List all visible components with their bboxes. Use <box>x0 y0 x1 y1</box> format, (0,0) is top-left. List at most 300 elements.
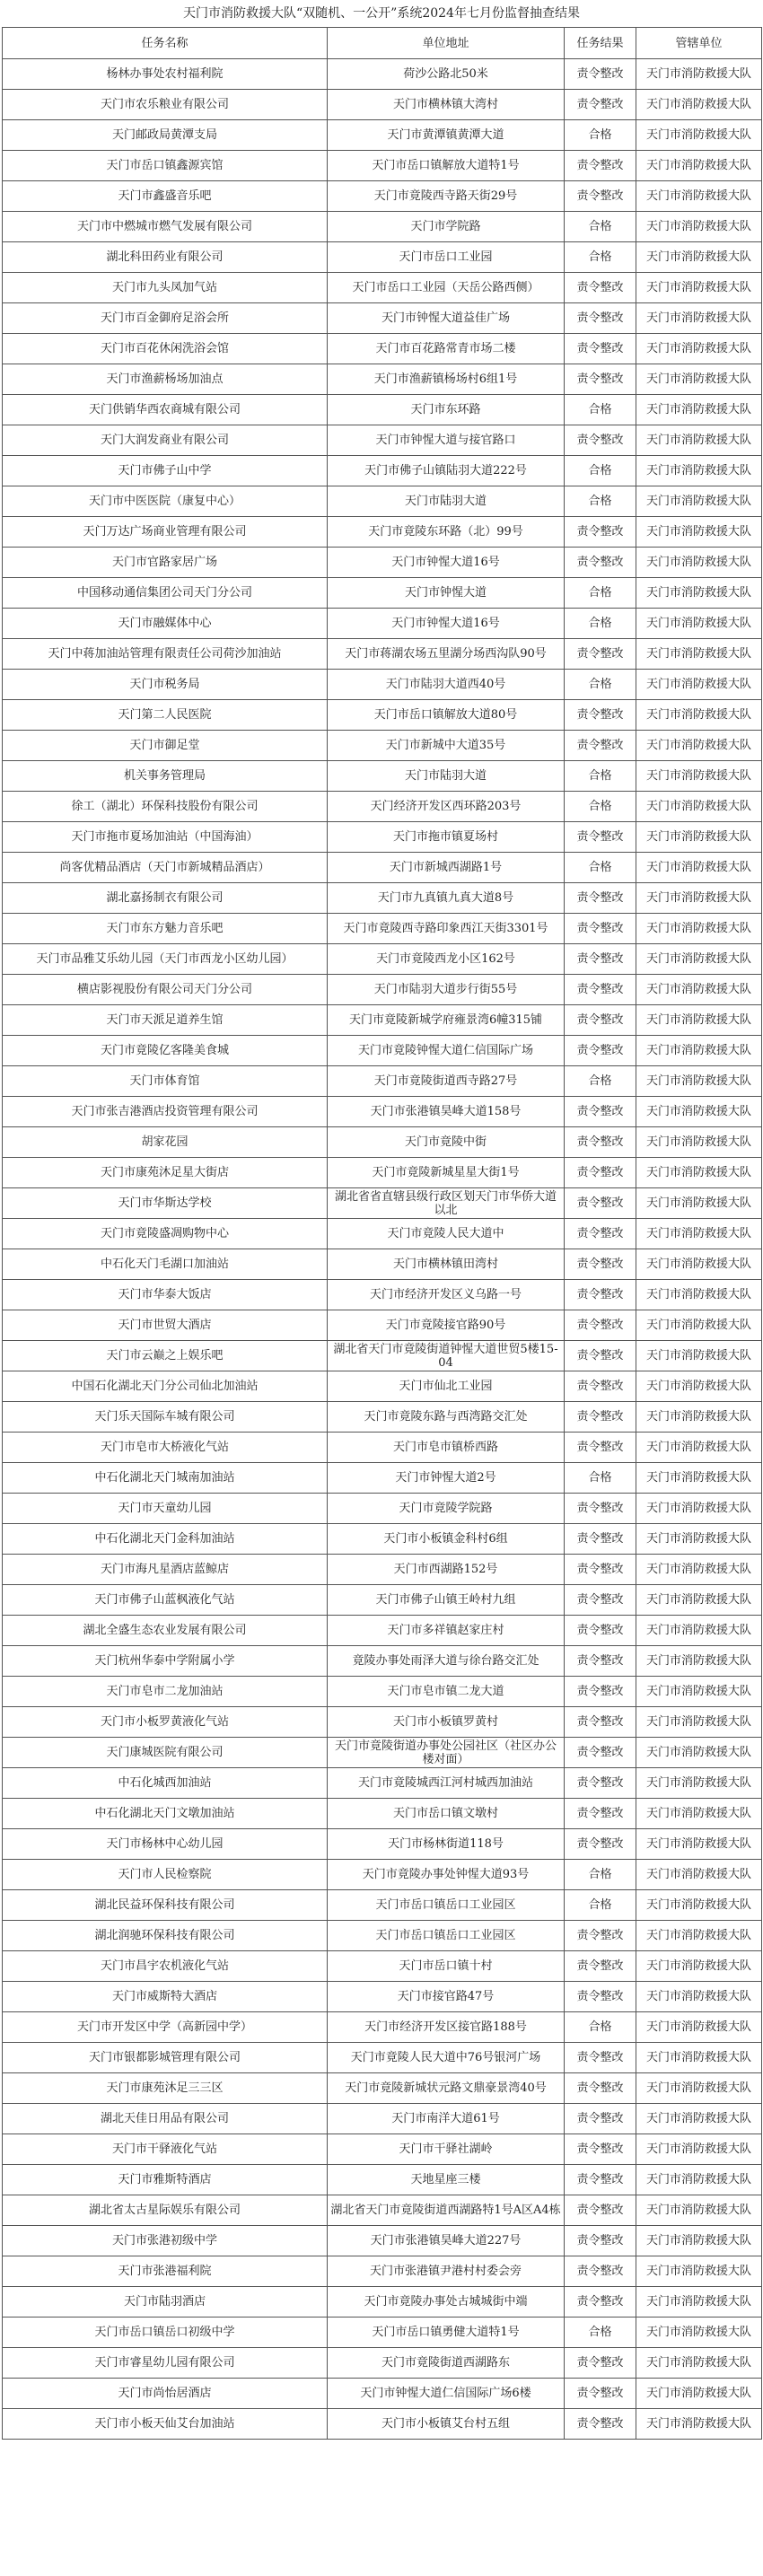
table-row <box>3 1066 762 1097</box>
address-cell: 天门市岳口镇解放大道80号 <box>328 700 565 731</box>
result-cell: 责令整改 <box>565 2043 636 2073</box>
table-row <box>3 273 762 303</box>
address-cell: 天地星座三楼 <box>328 2165 565 2195</box>
jurisdiction-cell: 天门市消防救援大队 <box>636 609 762 639</box>
result-cell: 责令整改 <box>565 1585 636 1616</box>
jurisdiction-cell: 天门市消防救援大队 <box>636 212 762 242</box>
table-row <box>3 2165 762 2195</box>
task-name-cell: 天门中蒋加油站管理有限责任公司荷沙加油站 <box>3 639 328 670</box>
result-cell: 责令整改 <box>565 1005 636 1036</box>
address-cell: 天门市小板镇金科村6组 <box>328 1524 565 1555</box>
table-row <box>3 853 762 883</box>
jurisdiction-cell: 天门市消防救援大队 <box>636 1707 762 1738</box>
table-row <box>3 1768 762 1799</box>
task-name-cell: 湖北民益环保科技有限公司 <box>3 1890 328 1921</box>
header-result: 任务结果 <box>565 28 636 59</box>
result-cell: 责令整改 <box>565 1982 636 2012</box>
result-cell: 责令整改 <box>565 944 636 975</box>
table-row <box>3 1219 762 1249</box>
jurisdiction-cell: 天门市消防救援大队 <box>636 273 762 303</box>
result-cell: 责令整改 <box>565 364 636 395</box>
address-cell: 天门市竟陵钟惺大道仁信国际广场 <box>328 1036 565 1066</box>
result-cell: 合格 <box>565 792 636 822</box>
address-cell: 天门市拖市镇夏场村 <box>328 822 565 853</box>
address-cell: 湖北省天门市竟陵街道西湖路特1号A区A4栋 <box>328 2195 565 2226</box>
result-cell: 责令整改 <box>565 731 636 761</box>
task-name-cell: 天门市岳口镇岳口初级中学 <box>3 2318 328 2348</box>
task-name-cell: 天门市开发区中学（高新园中学） <box>3 2012 328 2043</box>
result-cell: 责令整改 <box>565 2134 636 2165</box>
jurisdiction-cell: 天门市消防救援大队 <box>636 2226 762 2256</box>
table-row <box>3 1402 762 1433</box>
result-cell: 责令整改 <box>565 1768 636 1799</box>
task-name-cell: 天门市体育馆 <box>3 1066 328 1097</box>
result-cell: 责令整改 <box>565 2379 636 2409</box>
jurisdiction-cell: 天门市消防救援大队 <box>636 1188 762 1219</box>
table-row <box>3 425 762 456</box>
task-name-cell: 天门市小板天仙艾台加油站 <box>3 2409 328 2440</box>
result-cell: 责令整改 <box>565 2226 636 2256</box>
task-name-cell: 天门市天童幼儿园 <box>3 1494 328 1524</box>
table-row <box>3 578 762 609</box>
jurisdiction-cell: 天门市消防救援大队 <box>636 883 762 914</box>
task-name-cell: 天门市尚怡居酒店 <box>3 2379 328 2409</box>
task-name-cell: 天门邮政局黄潭支局 <box>3 120 328 151</box>
table-row <box>3 2226 762 2256</box>
result-cell: 责令整改 <box>565 1158 636 1188</box>
address-cell: 天门市竟陵接官路90号 <box>328 1310 565 1341</box>
task-name-cell: 湖北科田药业有限公司 <box>3 242 328 273</box>
result-cell: 合格 <box>565 1463 636 1494</box>
address-cell: 天门市竟陵街道办事处公园社区（社区办公楼对面） <box>328 1738 565 1768</box>
task-name-cell: 天门乐天国际车城有限公司 <box>3 1402 328 1433</box>
result-cell: 责令整改 <box>565 59 636 90</box>
jurisdiction-cell: 天门市消防救援大队 <box>636 1890 762 1921</box>
table-row <box>3 1036 762 1066</box>
task-name-cell: 天门市官路家居广场 <box>3 548 328 578</box>
jurisdiction-cell: 天门市消防救援大队 <box>636 425 762 456</box>
task-name-cell: 天门市云巅之上娱乐吧 <box>3 1341 328 1371</box>
result-cell: 合格 <box>565 456 636 486</box>
jurisdiction-cell: 天门市消防救援大队 <box>636 761 762 792</box>
result-cell: 责令整改 <box>565 1616 636 1646</box>
task-name-cell: 中石化天门毛湖口加油站 <box>3 1249 328 1280</box>
address-cell: 天门市蒋湖农场五里湖分场西沟队90号 <box>328 639 565 670</box>
table-row <box>3 761 762 792</box>
task-name-cell: 横店影视股份有限公司天门分公司 <box>3 975 328 1005</box>
address-cell: 天门市竟陵新城星星大街1号 <box>328 1158 565 1188</box>
jurisdiction-cell: 天门市消防救援大队 <box>636 1585 762 1616</box>
jurisdiction-cell: 天门市消防救援大队 <box>636 2287 762 2318</box>
result-cell: 责令整改 <box>565 548 636 578</box>
jurisdiction-cell: 天门市消防救援大队 <box>636 731 762 761</box>
table-row <box>3 883 762 914</box>
table-body <box>3 59 762 2440</box>
table-row <box>3 1433 762 1463</box>
jurisdiction-cell: 天门市消防救援大队 <box>636 486 762 517</box>
jurisdiction-cell: 天门市消防救援大队 <box>636 1005 762 1036</box>
table-row <box>3 914 762 944</box>
address-cell: 天门市小板镇罗黄村 <box>328 1707 565 1738</box>
result-cell: 合格 <box>565 2012 636 2043</box>
result-cell: 责令整改 <box>565 822 636 853</box>
jurisdiction-cell: 天门市消防救援大队 <box>636 2134 762 2165</box>
table-row <box>3 792 762 822</box>
table-row <box>3 975 762 1005</box>
table-row <box>3 548 762 578</box>
result-cell: 责令整改 <box>565 1188 636 1219</box>
address-cell: 天门市钟惺大道16号 <box>328 548 565 578</box>
result-cell: 责令整改 <box>565 2348 636 2379</box>
jurisdiction-cell: 天门市消防救援大队 <box>636 2348 762 2379</box>
task-name-cell: 中国移动通信集团公司天门分公司 <box>3 578 328 609</box>
result-cell: 合格 <box>565 1860 636 1890</box>
task-name-cell: 天门市雅斯特酒店 <box>3 2165 328 2195</box>
result-cell: 责令整改 <box>565 2104 636 2134</box>
task-name-cell: 天门市九头凤加气站 <box>3 273 328 303</box>
result-cell: 合格 <box>565 761 636 792</box>
result-cell: 合格 <box>565 120 636 151</box>
jurisdiction-cell: 天门市消防救援大队 <box>636 700 762 731</box>
jurisdiction-cell: 天门市消防救援大队 <box>636 1738 762 1768</box>
address-cell: 天门市西湖路152号 <box>328 1555 565 1585</box>
jurisdiction-cell: 天门市消防救援大队 <box>636 578 762 609</box>
task-name-cell: 尚客优精品酒店（天门市新城精品酒店） <box>3 853 328 883</box>
document-title: 天门市消防救援大队“双随机、一公开”系统2024年七月份监督抽查结果 <box>183 6 580 21</box>
task-name-cell: 天门市渔薪杨场加油点 <box>3 364 328 395</box>
task-name-cell: 天门市人民检察院 <box>3 1860 328 1890</box>
table-row <box>3 1677 762 1707</box>
table-row <box>3 517 762 548</box>
address-cell: 天门市竟陵办事处古城城街中端 <box>328 2287 565 2318</box>
task-name-cell: 天门市威斯特大酒店 <box>3 1982 328 2012</box>
table-row <box>3 1616 762 1646</box>
result-cell: 合格 <box>565 609 636 639</box>
jurisdiction-cell: 天门市消防救援大队 <box>636 1280 762 1310</box>
address-cell: 湖北省省直辖县级行政区划天门市华侨大道以北 <box>328 1188 565 1219</box>
result-cell: 责令整改 <box>565 1524 636 1555</box>
table-row <box>3 1310 762 1341</box>
address-cell: 天门市陆羽大道步行街55号 <box>328 975 565 1005</box>
task-name-cell: 天门市海凡星酒店蓝鲸店 <box>3 1555 328 1585</box>
table-row <box>3 2318 762 2348</box>
table-row <box>3 609 762 639</box>
result-cell: 合格 <box>565 486 636 517</box>
jurisdiction-cell: 天门市消防救援大队 <box>636 792 762 822</box>
task-name-cell: 天门市融媒体中心 <box>3 609 328 639</box>
table-row <box>3 364 762 395</box>
task-name-cell: 天门杭州华泰中学附属小学 <box>3 1646 328 1677</box>
address-cell: 天门市东环路 <box>328 395 565 425</box>
jurisdiction-cell: 天门市消防救援大队 <box>636 1677 762 1707</box>
table-row <box>3 456 762 486</box>
jurisdiction-cell: 天门市消防救援大队 <box>636 2165 762 2195</box>
table-row <box>3 1829 762 1860</box>
task-name-cell: 天门市康苑沐足三三区 <box>3 2073 328 2104</box>
address-cell: 天门市岳口镇岳口工业园区 <box>328 1890 565 1921</box>
table-row <box>3 1982 762 2012</box>
task-name-cell: 机关事务管理局 <box>3 761 328 792</box>
address-cell: 湖北省天门市竟陵街道钟惺大道世贸5楼15-04 <box>328 1341 565 1371</box>
address-cell: 天门市新城中大道35号 <box>328 731 565 761</box>
jurisdiction-cell: 天门市消防救援大队 <box>636 1249 762 1280</box>
jurisdiction-cell: 天门市消防救援大队 <box>636 120 762 151</box>
address-cell: 天门市干驿社湖岭 <box>328 2134 565 2165</box>
table-row <box>3 2012 762 2043</box>
task-name-cell: 天门大润发商业有限公司 <box>3 425 328 456</box>
result-cell: 责令整改 <box>565 1280 636 1310</box>
task-name-cell: 天门市张港福利院 <box>3 2256 328 2287</box>
jurisdiction-cell: 天门市消防救援大队 <box>636 2073 762 2104</box>
result-cell: 责令整改 <box>565 1249 636 1280</box>
address-cell: 天门市杨林街道118号 <box>328 1829 565 1860</box>
result-cell: 责令整改 <box>565 151 636 181</box>
task-name-cell: 天门市小板罗黄液化气站 <box>3 1707 328 1738</box>
table-row <box>3 2134 762 2165</box>
table-row <box>3 1097 762 1127</box>
task-name-cell: 天门市干驿液化气站 <box>3 2134 328 2165</box>
table-row <box>3 700 762 731</box>
table-row <box>3 639 762 670</box>
jurisdiction-cell: 天门市消防救援大队 <box>636 1433 762 1463</box>
address-cell: 天门市钟惺大道 <box>328 578 565 609</box>
jurisdiction-cell: 天门市消防救援大队 <box>636 1097 762 1127</box>
task-name-cell: 天门市张吉港酒店投资管理有限公司 <box>3 1097 328 1127</box>
result-cell: 合格 <box>565 853 636 883</box>
jurisdiction-cell: 天门市消防救援大队 <box>636 1219 762 1249</box>
table-header-row <box>3 28 762 59</box>
table-row <box>3 212 762 242</box>
result-cell: 责令整改 <box>565 1829 636 1860</box>
task-name-cell: 徐工（湖北）环保科技股份有限公司 <box>3 792 328 822</box>
jurisdiction-cell: 天门市消防救援大队 <box>636 1310 762 1341</box>
address-cell: 天门市皂市镇二龙大道 <box>328 1677 565 1707</box>
result-cell: 责令整改 <box>565 1127 636 1158</box>
jurisdiction-cell: 天门市消防救援大队 <box>636 914 762 944</box>
task-name-cell: 中石化湖北天门城南加油站 <box>3 1463 328 1494</box>
jurisdiction-cell: 天门市消防救援大队 <box>636 59 762 90</box>
table-row <box>3 242 762 273</box>
result-cell: 责令整改 <box>565 2195 636 2226</box>
task-name-cell: 中石化湖北天门文墩加油站 <box>3 1799 328 1829</box>
task-name-cell: 天门供销华西农商城有限公司 <box>3 395 328 425</box>
task-name-cell: 天门市睿星幼儿园有限公司 <box>3 2348 328 2379</box>
table-row <box>3 181 762 212</box>
result-cell: 责令整改 <box>565 90 636 120</box>
table-row <box>3 2348 762 2379</box>
jurisdiction-cell: 天门市消防救援大队 <box>636 2318 762 2348</box>
address-cell: 荷沙公路北50米 <box>328 59 565 90</box>
result-cell: 责令整改 <box>565 1433 636 1463</box>
result-cell: 合格 <box>565 242 636 273</box>
table-row <box>3 90 762 120</box>
address-cell: 天门市岳口镇勇健大道特1号 <box>328 2318 565 2348</box>
table-row <box>3 486 762 517</box>
result-cell: 责令整改 <box>565 1799 636 1829</box>
jurisdiction-cell: 天门市消防救援大队 <box>636 2409 762 2440</box>
table-row <box>3 1494 762 1524</box>
jurisdiction-cell: 天门市消防救援大队 <box>636 334 762 364</box>
jurisdiction-cell: 天门市消防救援大队 <box>636 303 762 334</box>
table-row <box>3 944 762 975</box>
address-cell: 天门市钟惺大道16号 <box>328 609 565 639</box>
address-cell: 天门市竟陵中街 <box>328 1127 565 1158</box>
task-name-cell: 天门市鑫盛音乐吧 <box>3 181 328 212</box>
table-row <box>3 2256 762 2287</box>
table-row <box>3 59 762 90</box>
result-cell: 责令整改 <box>565 1310 636 1341</box>
task-name-cell: 杨林办事处农村福利院 <box>3 59 328 90</box>
address-cell: 天门市竟陵街道西湖路东 <box>328 2348 565 2379</box>
jurisdiction-cell: 天门市消防救援大队 <box>636 1127 762 1158</box>
address-cell: 天门市经济开发区接官路188号 <box>328 2012 565 2043</box>
jurisdiction-cell: 天门市消防救援大队 <box>636 1494 762 1524</box>
jurisdiction-cell: 天门市消防救援大队 <box>636 364 762 395</box>
task-name-cell: 中石化湖北天门金科加油站 <box>3 1524 328 1555</box>
result-cell: 合格 <box>565 670 636 700</box>
task-name-cell: 天门市皂市二龙加油站 <box>3 1677 328 1707</box>
header-address: 单位地址 <box>328 28 565 59</box>
jurisdiction-cell: 天门市消防救援大队 <box>636 2012 762 2043</box>
result-cell: 责令整改 <box>565 181 636 212</box>
table-row <box>3 731 762 761</box>
jurisdiction-cell: 天门市消防救援大队 <box>636 2043 762 2073</box>
result-cell: 责令整改 <box>565 1555 636 1585</box>
result-cell: 责令整改 <box>565 975 636 1005</box>
result-cell: 责令整改 <box>565 517 636 548</box>
address-cell: 天门市竟陵学院路 <box>328 1494 565 1524</box>
table-row <box>3 822 762 853</box>
result-cell: 合格 <box>565 395 636 425</box>
task-name-cell: 天门市中燃城市燃气发展有限公司 <box>3 212 328 242</box>
task-name-cell: 胡家花园 <box>3 1127 328 1158</box>
jurisdiction-cell: 天门市消防救援大队 <box>636 670 762 700</box>
jurisdiction-cell: 天门市消防救援大队 <box>636 2256 762 2287</box>
table-row <box>3 1890 762 1921</box>
result-cell: 合格 <box>565 2318 636 2348</box>
address-cell: 天门市张港镇尹港村村委会旁 <box>328 2256 565 2287</box>
address-cell: 天门市竟陵西龙小区162号 <box>328 944 565 975</box>
result-cell: 责令整改 <box>565 1036 636 1066</box>
task-name-cell: 天门市竟陵盛凋购物中心 <box>3 1219 328 1249</box>
result-cell: 责令整改 <box>565 700 636 731</box>
table-row <box>3 1860 762 1890</box>
table-row <box>3 1951 762 1982</box>
result-cell: 责令整改 <box>565 273 636 303</box>
result-cell: 责令整改 <box>565 2287 636 2318</box>
address-cell: 天门市皂市镇桥西路 <box>328 1433 565 1463</box>
jurisdiction-cell: 天门市消防救援大队 <box>636 1982 762 2012</box>
table-row <box>3 2073 762 2104</box>
address-cell: 天门市学院路 <box>328 212 565 242</box>
address-cell: 天门市黄潭镇黄潭大道 <box>328 120 565 151</box>
task-name-cell: 天门市杨林中心幼儿园 <box>3 1829 328 1860</box>
task-name-cell: 天门市竟陵亿客隆美食城 <box>3 1036 328 1066</box>
address-cell: 天门市岳口镇岳口工业园区 <box>328 1921 565 1951</box>
task-name-cell: 天门市世贸大酒店 <box>3 1310 328 1341</box>
jurisdiction-cell: 天门市消防救援大队 <box>636 90 762 120</box>
jurisdiction-cell: 天门市消防救援大队 <box>636 1829 762 1860</box>
table-row <box>3 151 762 181</box>
result-cell: 责令整改 <box>565 1371 636 1402</box>
result-cell: 责令整改 <box>565 1646 636 1677</box>
jurisdiction-cell: 天门市消防救援大队 <box>636 944 762 975</box>
jurisdiction-cell: 天门市消防救援大队 <box>636 548 762 578</box>
header-jurisdiction: 管辖单位 <box>636 28 762 59</box>
result-cell: 责令整改 <box>565 2073 636 2104</box>
table-row <box>3 2409 762 2440</box>
result-cell: 责令整改 <box>565 1677 636 1707</box>
task-name-cell: 天门市华泰大饭店 <box>3 1280 328 1310</box>
address-cell: 竟陵办事处雨泽大道与徐台路交汇处 <box>328 1646 565 1677</box>
jurisdiction-cell: 天门市消防救援大队 <box>636 1463 762 1494</box>
table-row <box>3 2104 762 2134</box>
table-row <box>3 1738 762 1768</box>
result-cell: 责令整改 <box>565 1494 636 1524</box>
address-cell: 天门市陆羽大道西40号 <box>328 670 565 700</box>
address-cell: 天门市经济开发区义乌路一号 <box>328 1280 565 1310</box>
table-row <box>3 2195 762 2226</box>
task-name-cell: 天门市品雅艾乐幼儿园（天门市西龙小区幼儿园） <box>3 944 328 975</box>
address-cell: 天门市钟惺大道益佳广场 <box>328 303 565 334</box>
result-cell: 责令整改 <box>565 1921 636 1951</box>
jurisdiction-cell: 天门市消防救援大队 <box>636 1860 762 1890</box>
jurisdiction-cell: 天门市消防救援大队 <box>636 853 762 883</box>
table-row <box>3 2043 762 2073</box>
address-cell: 天门市岳口镇文墩村 <box>328 1799 565 1829</box>
jurisdiction-cell: 天门市消防救援大队 <box>636 242 762 273</box>
jurisdiction-cell: 天门市消防救援大队 <box>636 1555 762 1585</box>
address-cell: 天门市竟陵东环路（北）99号 <box>328 517 565 548</box>
address-cell: 天门市竟陵新城学府雍景湾6幢315铺 <box>328 1005 565 1036</box>
task-name-cell: 天门市张港初级中学 <box>3 2226 328 2256</box>
task-name-cell: 天门第二人民医院 <box>3 700 328 731</box>
table-row <box>3 1127 762 1158</box>
task-name-cell: 天门市岳口镇鑫源宾馆 <box>3 151 328 181</box>
jurisdiction-cell: 天门市消防救援大队 <box>636 1402 762 1433</box>
task-name-cell: 天门市华斯达学校 <box>3 1188 328 1219</box>
jurisdiction-cell: 天门市消防救援大队 <box>636 1341 762 1371</box>
table-row <box>3 1188 762 1219</box>
address-cell: 天门市仙北工业园 <box>328 1371 565 1402</box>
address-cell: 天门市多祥镇赵家庄村 <box>328 1616 565 1646</box>
table-row <box>3 670 762 700</box>
result-cell: 责令整改 <box>565 1951 636 1982</box>
task-name-cell: 天门市东方魅力音乐吧 <box>3 914 328 944</box>
table-row <box>3 1921 762 1951</box>
jurisdiction-cell: 天门市消防救援大队 <box>636 1066 762 1097</box>
address-cell: 天门市竟陵街道西寺路27号 <box>328 1066 565 1097</box>
jurisdiction-cell: 天门市消防救援大队 <box>636 1371 762 1402</box>
address-cell: 天门市竟陵新城状元路文鼎豪景湾40号 <box>328 2073 565 2104</box>
jurisdiction-cell: 天门市消防救援大队 <box>636 1646 762 1677</box>
task-name-cell: 中石化城西加油站 <box>3 1768 328 1799</box>
task-name-cell: 天门万达广场商业管理有限公司 <box>3 517 328 548</box>
jurisdiction-cell: 天门市消防救援大队 <box>636 1036 762 1066</box>
jurisdiction-cell: 天门市消防救援大队 <box>636 639 762 670</box>
address-cell: 天门市钟惺大道2号 <box>328 1463 565 1494</box>
task-name-cell: 湖北省太古星际娱乐有限公司 <box>3 2195 328 2226</box>
address-cell: 天门市渔薪镇杨场村6组1号 <box>328 364 565 395</box>
task-name-cell: 天门市百金御府足浴会所 <box>3 303 328 334</box>
result-cell: 合格 <box>565 1066 636 1097</box>
address-cell: 天门市张港镇昊峰大道158号 <box>328 1097 565 1127</box>
address-cell: 天门市陆羽大道 <box>328 761 565 792</box>
jurisdiction-cell: 天门市消防救援大队 <box>636 1616 762 1646</box>
jurisdiction-cell: 天门市消防救援大队 <box>636 1158 762 1188</box>
task-name-cell: 湖北嘉扬制衣有限公司 <box>3 883 328 914</box>
jurisdiction-cell: 天门市消防救援大队 <box>636 2104 762 2134</box>
